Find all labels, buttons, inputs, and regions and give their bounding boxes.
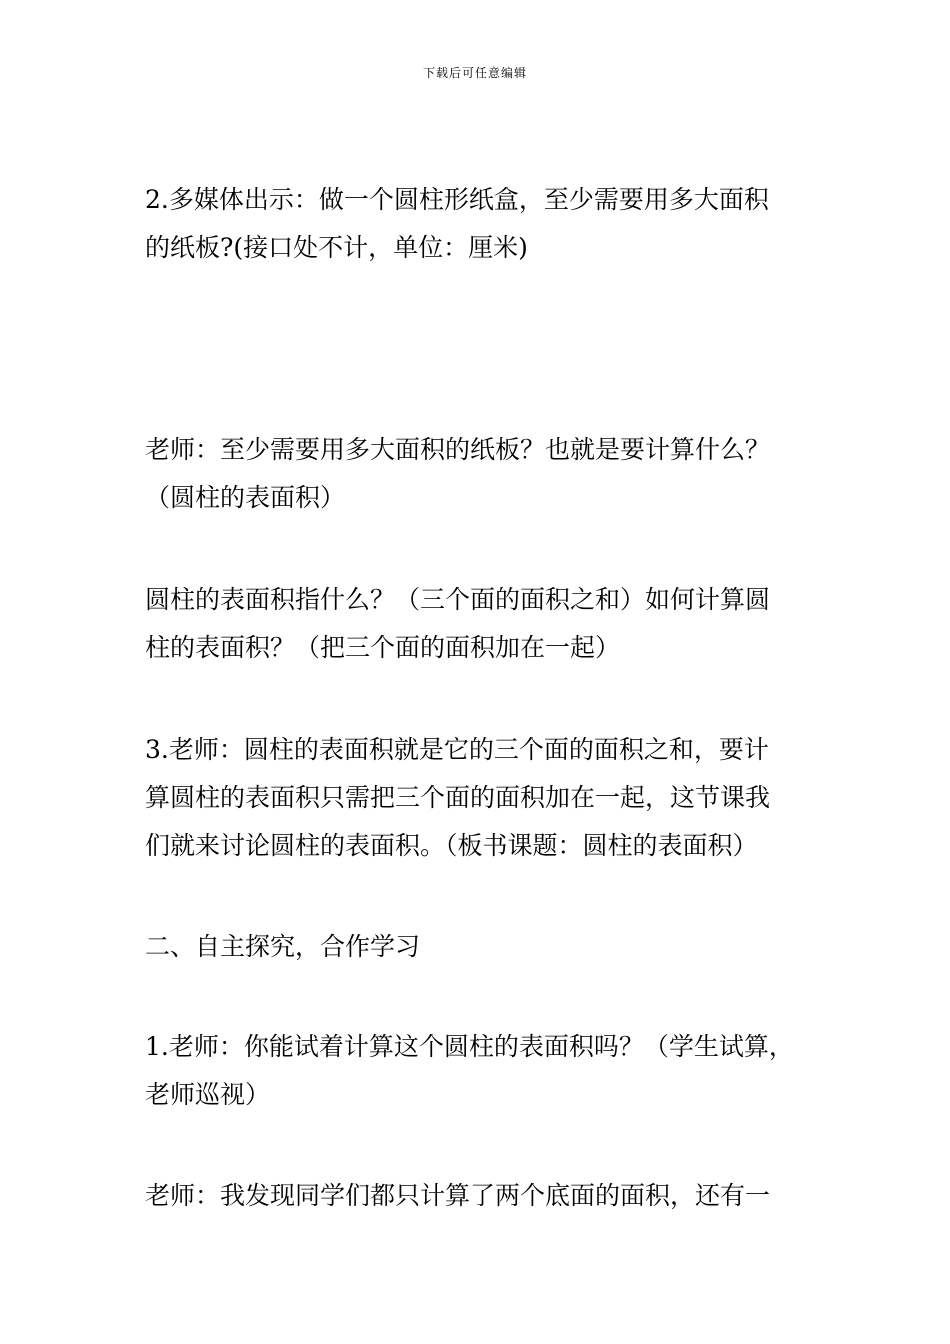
text-line: 老师巡视）: [145, 1080, 271, 1109]
text-line: 的纸板?(接口处不计，单位：厘米): [145, 233, 528, 262]
paragraph-student-trial: [145, 1023, 835, 1119]
paragraph-teacher-observation: [145, 1172, 835, 1220]
paragraph-surface-area-definition: [145, 576, 835, 672]
text-line: 2.多媒体出示：做一个圆柱形纸盒，至少需要用多大面积: [145, 185, 769, 214]
text-line: （圆柱的表面积）: [145, 483, 346, 512]
text-line: 们就来讨论圆柱的表面积。（板书课题：圆柱的表面积）: [145, 831, 758, 860]
section-heading-self-study: [145, 923, 835, 971]
text-line: 圆柱的表面积指什么？（三个面的面积之和）如何计算圆: [145, 585, 771, 614]
paragraph-multimedia-question: [145, 176, 835, 272]
paragraph-teacher-explanation: [145, 726, 835, 870]
text-line: 柱的表面积？（把三个面的面积加在一起）: [145, 633, 621, 662]
text-line: 算圆柱的表面积只需把三个面的面积加在一起，这节课我: [145, 783, 771, 812]
text-line: 二、自主探究，合作学习: [145, 932, 421, 961]
paragraph-teacher-question: [145, 426, 835, 522]
text-line: 老师：至少需要用多大面积的纸板？也就是要计算什么？: [145, 435, 771, 464]
page-header: 下载后可任意编辑: [422, 66, 527, 80]
text-line: 1.老师：你能试着计算这个圆柱的表面积吗？（学生试算，: [145, 1032, 794, 1061]
text-line: 老师：我发现同学们都只计算了两个底面的面积，还有一: [145, 1181, 771, 1210]
text-line: 3.老师：圆柱的表面积就是它的三个面的面积之和，要计: [145, 735, 769, 764]
